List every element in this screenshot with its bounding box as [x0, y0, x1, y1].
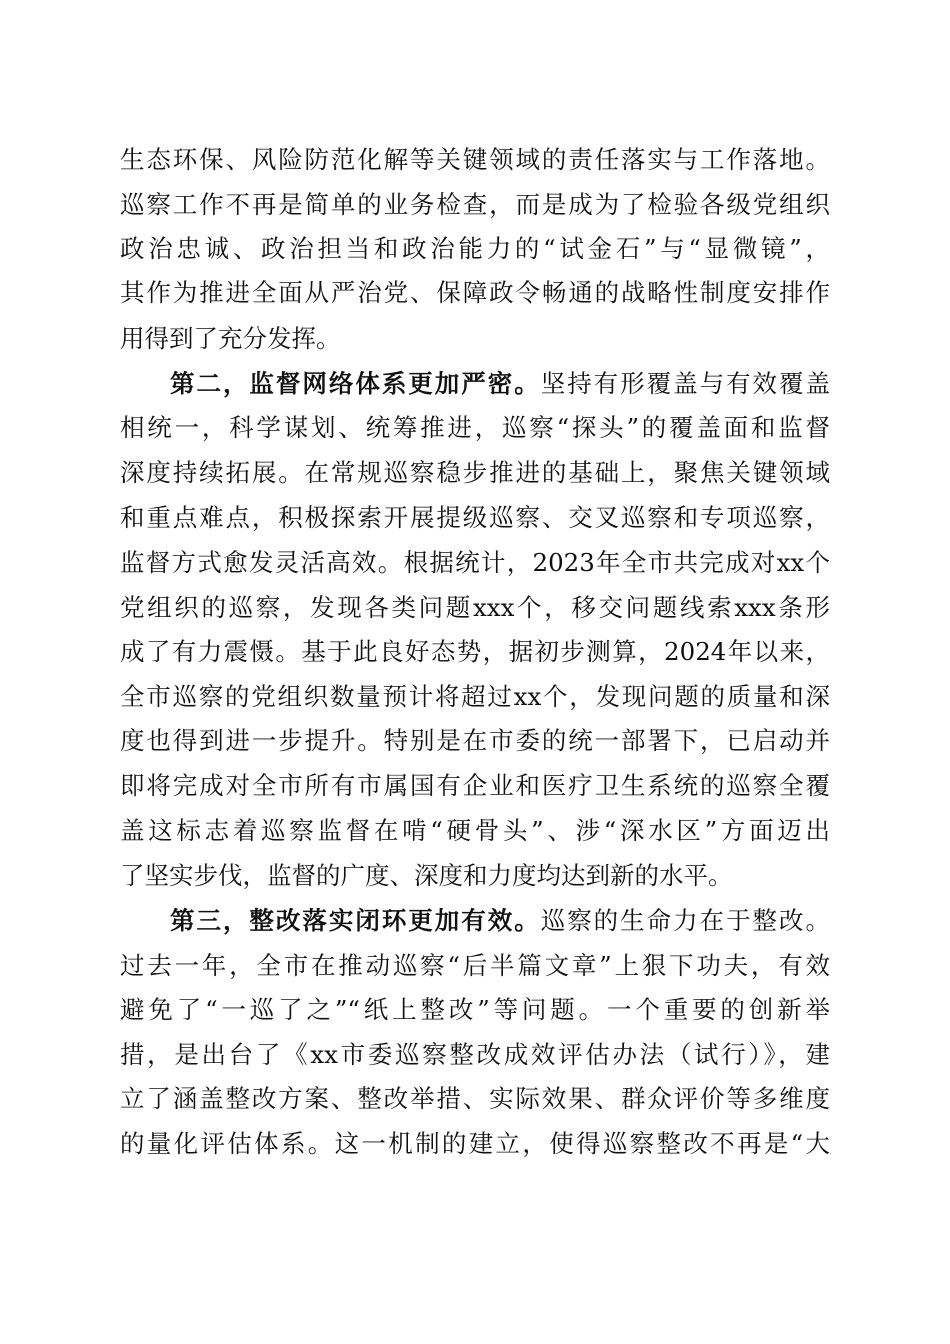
text-line: 避免了“一巡了之”“纸上整改”等问题。一个重要的创新举	[120, 995, 830, 1024]
section-3-text: 巡察的生命力在于整改。	[540, 906, 830, 935]
text-line: 党组织的巡察，发现各类问题xxx个，移交问题线索xxx条形	[120, 593, 830, 622]
section-2-first-line	[170, 364, 830, 404]
text-line: 了坚实步伐，监督的广度、深度和力度均达到新的水平。	[120, 861, 733, 890]
text-line: 巡察工作不再是简单的业务检查，而是成为了检验各级党组织	[120, 190, 830, 219]
section-3-heading: 第三，整改落实闭环更加有效。	[170, 906, 541, 935]
text-line: 即将完成对全市所有市属国有企业和医疗卫生系统的巡察全覆	[120, 771, 830, 800]
text-line: 监督方式愈发灵活高效。根据统计，2023年全市共完成对xx个	[120, 548, 830, 577]
text-line: 全市巡察的党组织数量预计将超过xx个，发现问题的质量和深	[120, 682, 830, 711]
text-line: 相统一，科学谋划、统筹推进，巡察“探头”的覆盖面和监督	[120, 413, 830, 442]
section-2-heading: 第二，监督网络体系更加严密。	[170, 369, 541, 398]
text-line: 盖这标志着巡察监督在啃“硬骨头”、涉“深水区”方面迈出	[120, 816, 830, 845]
text-line: 政治忠诚、政治担当和政治能力的“试金石”与“显微镜”，	[120, 234, 830, 263]
text-line: 用得到了充分发挥。	[120, 324, 341, 353]
text-line: 的量化评估体系。这一机制的建立，使得巡察整改不再是“大	[120, 1129, 830, 1158]
text-line: 和重点难点，积极探索开展提级巡察、交叉巡察和专项巡察，	[120, 503, 830, 532]
text-line: 度也得到进一步提升。特别是在市委的统一部署下，已启动并	[120, 726, 830, 755]
section-2-text: 坚持有形覆盖与有效覆盖	[540, 369, 830, 398]
text-line: 过去一年，全市在推动巡察“后半篇文章”上狠下功夫，有效	[120, 951, 830, 980]
text-line: 其作为推进全面从严治党、保障政令畅通的战略性制度安排作	[120, 278, 830, 307]
text-line: 立了涵盖整改方案、整改举措、实际效果、群众评价等多维度	[120, 1084, 830, 1113]
section-3-first-line	[170, 901, 830, 941]
text-line: 深度持续拓展。在常规巡察稳步推进的基础上，聚焦关键领域	[120, 458, 830, 487]
text-line: 成了有力震慑。基于此良好态势，据初步测算，2024年以来，	[120, 637, 830, 666]
text-line: 生态环保、风险防范化解等关键领域的责任落实与工作落地。	[120, 145, 830, 174]
text-line: 措，是出台了《xx市委巡察整改成效评估办法（试行）》，建	[120, 1040, 830, 1069]
